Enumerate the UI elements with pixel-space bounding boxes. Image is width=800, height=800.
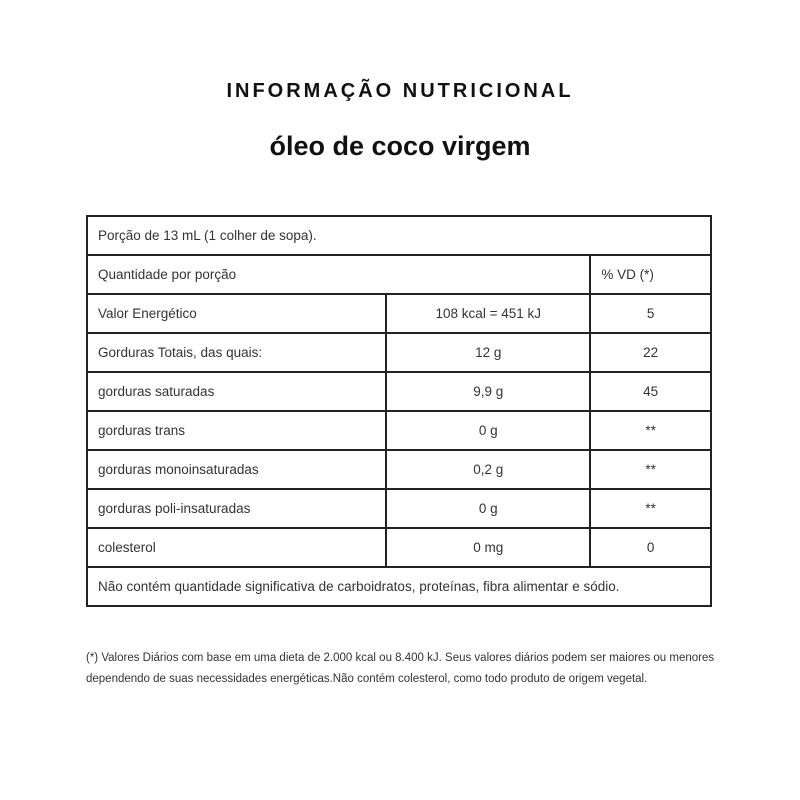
table-row [87,528,711,567]
nutrient-amount: 108 kcal = 451 kJ [386,294,590,333]
header-row [87,255,711,294]
vd-header: % VD (*) [590,255,711,294]
nutrient-vd: 22 [590,333,711,372]
nutrient-name: gorduras monoinsaturadas [87,450,386,489]
nutrient-amount: 0 mg [386,528,590,567]
nutrient-name: colesterol [87,528,386,567]
nutrient-name: gorduras saturadas [87,372,386,411]
nutrient-amount: 0 g [386,411,590,450]
nutrient-vd: ** [590,411,711,450]
nutrient-vd: ** [590,450,711,489]
table-row [87,411,711,450]
note-row [87,567,711,606]
portion-text: Porção de 13 mL (1 colher de sopa). [87,216,711,255]
footnote: (*) Valores Diários com base em uma dieta de 2.000 kcal ou 8.400 kJ. Seus valores diários podem ser maiores ou menores dependendo de suas necessidades energéticas.Não contém colesterol, como todo produto de origem vegetal. [86,652,715,685]
nutrient-vd: 45 [590,372,711,411]
table-row [87,450,711,489]
page-heading: INFORMAÇÃO NUTRICIONAL [226,80,574,102]
table-row [87,489,711,528]
nutrient-name: gorduras trans [87,411,386,450]
nutrient-name: gorduras poli-insaturadas [87,489,386,528]
nutrient-name: Gorduras Totais, das quais: [87,333,386,372]
nutrient-amount: 0 g [386,489,590,528]
nutrient-vd: 5 [590,294,711,333]
nutrient-vd: ** [590,489,711,528]
nutrient-vd: 0 [590,528,711,567]
note-text: Não contém quantidade significativa de carboidratos, proteínas, fibra alimentar e sódio. [87,567,711,606]
nutrient-amount: 12 g [386,333,590,372]
portion-row [87,216,711,255]
nutrient-amount: 9,9 g [386,372,590,411]
nutrition-table [86,215,712,607]
table-row [87,372,711,411]
product-title: óleo de coco virgem [269,131,531,161]
nutrient-name: Valor Energético [87,294,386,333]
table-row [87,333,711,372]
quantity-header: Quantidade por porção [87,255,590,294]
table-row [87,294,711,333]
nutrient-amount: 0,2 g [386,450,590,489]
